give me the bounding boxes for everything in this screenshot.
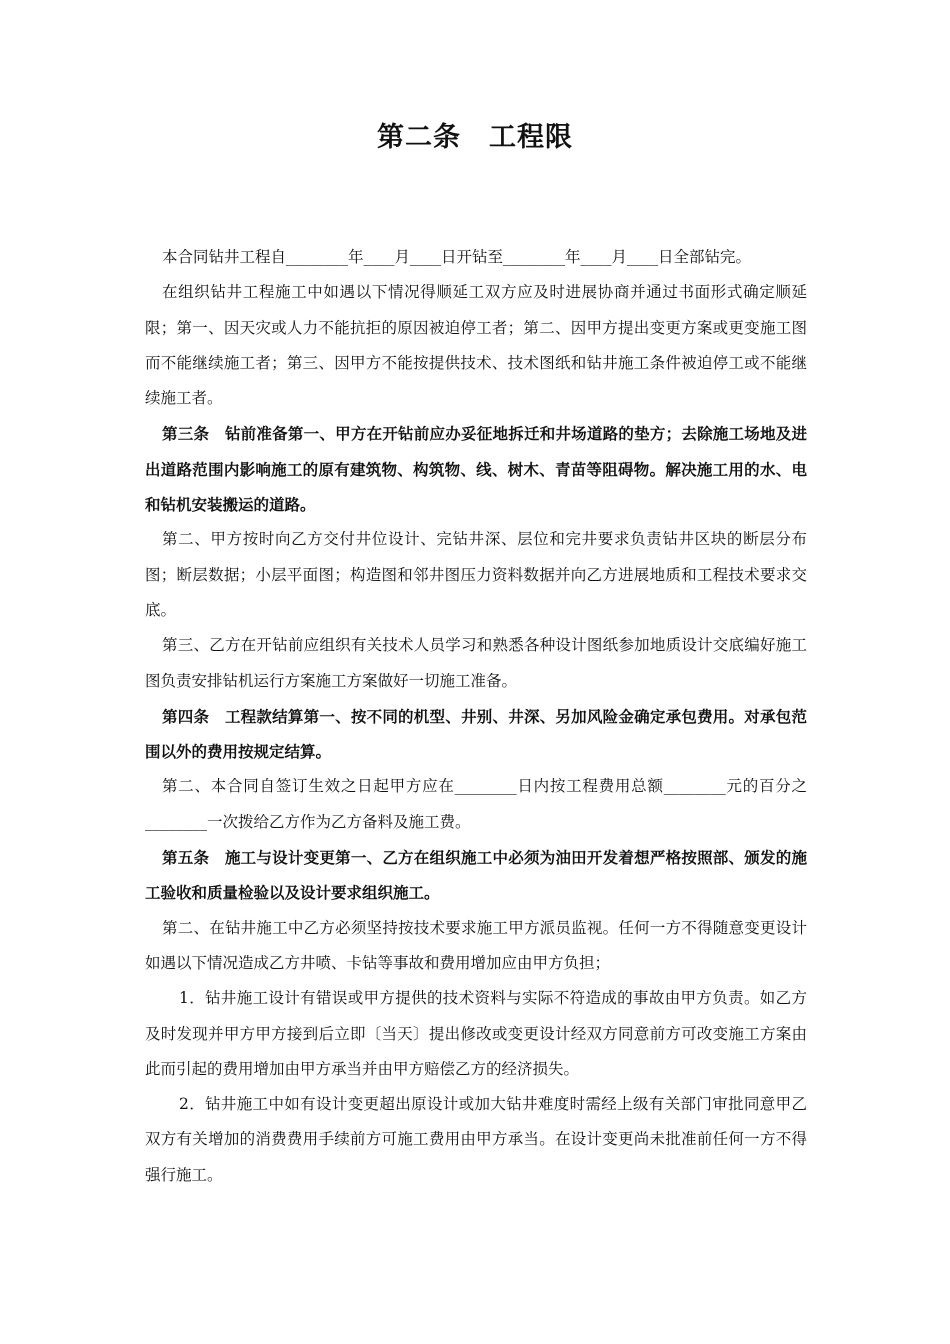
paragraph-extension-conditions: 在组织钻井工程施工中如遇以下情况得顺延工双方应及时进展协商并通过书面形式确定顺延限；第一、因天灾或人力不能抗拒的原因被迫停工者；第二、因甲方提出变更方案或更变施工图而不能继续施工者；第三、因甲方不能按提供技术、技术图纸和钻井施工条件被迫停工或不能继续施工者。: [145, 283, 807, 408]
paragraph-clause-5-item-2: 第二、在钻井施工中乙方必须坚持按技术要求施工甲方派员监视。任何一方不得随意变更设计如遇以下情况造成乙方井喷、卡钻等事故和费用增加应由甲方负担；: [145, 918, 807, 972]
clause-4-heading-paragraph: 第四条 工程款结算第一、按不同的机型、井别、井深、另加风险金确定承包费用。对承包范围以外的费用按规定结算。: [145, 706, 807, 762]
paragraph-clause-3-item-2: 第二、甲方按时向乙方交付井位设计、完钻井深、层位和完井要求负责钻井区块的断层分布图；断层数据；小层平面图；构造图和邻井图压力资料数据并向乙方进展地质和工程技术要求交底。: [145, 530, 807, 619]
paragraph-clause-3-item-3: 第三、乙方在开钻前应组织有关技术人员学习和熟悉各种设计图纸参加地质设计交底编好施工图负责安排钻机运行方案施工方案做好一切施工准备。: [145, 636, 807, 690]
document-body: [145, 240, 807, 1193]
paragraph-clause-4-item-2: 第二、本合同自签订生效之日起甲方应在________日内按工程费用总额________元的百分之________一次拨给乙方作为乙方备料及施工费。: [145, 777, 807, 831]
paragraph-clause-5-subitem-2: 2．钻井施工中如有设计变更超出原设计或加大钻井难度时需经上级有关部门审批同意甲乙双方有关增加的消费费用手续前方可施工费用由甲方承当。在设计变更尚未批准前任何一方不得强行施工。: [145, 1095, 807, 1184]
paragraph-drilling-schedule: 本合同钻井工程自________年____月____日开钻至________年____月____日全部钻完。: [162, 248, 752, 266]
clause-3-heading-paragraph: 第三条 钻前准备第一、甲方在开钻前应办妥征地拆迁和井场道路的垫方；去除施工场地及进出道路范围内影响施工的原有建筑物、构筑物、线、树木、青苗等阻碍物。解决施工用的水、电和钻机安装搬运的道路。: [145, 424, 807, 515]
page-title: 第二条 工程限: [377, 122, 573, 153]
paragraph-clause-5-subitem-1: 1．钻井施工设计有错误或甲方提供的技术资料与实际不符造成的事故由甲方负责。如乙方及时发现并甲方甲方接到后立即〔当天〕提出修改或变更设计经双方同意前方可改变施工方案由此而引起的费用增加由甲方承当并由甲方赔偿乙方的经济损失。: [145, 989, 807, 1078]
clause-5-heading-paragraph: 第五条 施工与设计变更第一、乙方在组织施工中必须为油田开发着想严格按照部、颁发的施工验收和质量检验以及设计要求组织施工。: [145, 848, 807, 903]
